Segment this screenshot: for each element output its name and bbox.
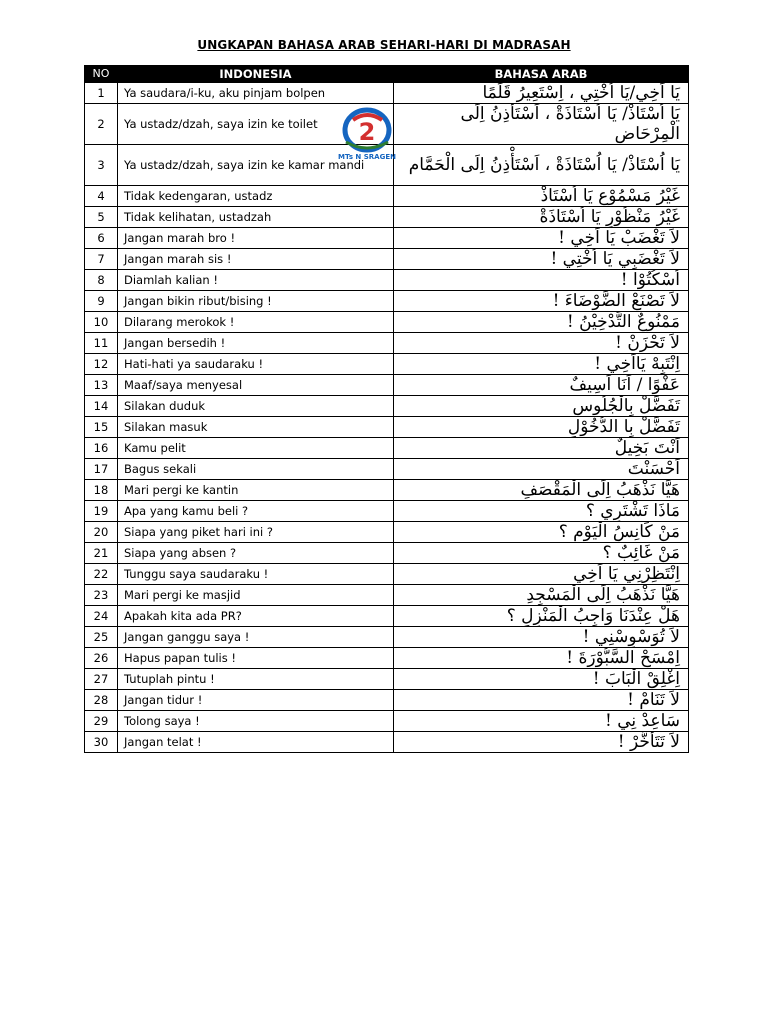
table-row bbox=[85, 627, 689, 648]
row-number: 18 bbox=[85, 480, 118, 501]
indonesian-phrase: Tunggu saya saudaraku ! bbox=[118, 564, 394, 585]
table-row bbox=[85, 501, 689, 522]
row-number: 14 bbox=[85, 396, 118, 417]
table-row bbox=[85, 522, 689, 543]
row-number: 21 bbox=[85, 543, 118, 564]
row-number: 3 bbox=[85, 145, 118, 186]
row-number: 10 bbox=[85, 312, 118, 333]
indonesian-phrase: Tidak kelihatan, ustadzah bbox=[118, 207, 394, 228]
column-header-arab: BAHASA ARAB bbox=[394, 66, 689, 83]
indonesian-phrase: Jangan tidur ! bbox=[118, 690, 394, 711]
row-number: 15 bbox=[85, 417, 118, 438]
indonesian-phrase: Jangan ganggu saya ! bbox=[118, 627, 394, 648]
table-row bbox=[85, 648, 689, 669]
row-number: 6 bbox=[85, 228, 118, 249]
row-number: 11 bbox=[85, 333, 118, 354]
page-title: UNGKAPAN BAHASA ARAB SEHARI-HARI DI MADRASAH bbox=[197, 38, 571, 52]
indonesian-phrase: Jangan bikin ribut/bising ! bbox=[118, 291, 394, 312]
arabic-phrase: لاَ تَتَأَخَّرْ ! bbox=[394, 732, 689, 753]
arabic-phrase: لاَ تَنَامْ ! bbox=[394, 690, 689, 711]
indonesian-phrase: Bagus sekali bbox=[118, 459, 394, 480]
arabic-phrase: اِغْلِقْ الْبَابَ ! bbox=[394, 669, 689, 690]
table-row bbox=[85, 438, 689, 459]
table-row bbox=[85, 396, 689, 417]
indonesian-phrase: Jangan bersedih ! bbox=[118, 333, 394, 354]
row-number: 19 bbox=[85, 501, 118, 522]
arabic-phrase: لاَ تُوَسْوِسْنِي ! bbox=[394, 627, 689, 648]
table-row bbox=[85, 669, 689, 690]
table-row bbox=[85, 270, 689, 291]
arabic-phrase: هَيَّا نَذْهَبُ اِلَى الْمَقْصَفِ bbox=[394, 480, 689, 501]
indonesian-phrase: Tutuplah pintu ! bbox=[118, 669, 394, 690]
arabic-phrase: اِنْتَظِرْنِي يَا اَخِي bbox=[394, 564, 689, 585]
arabic-phrase: اَحْسَنْتَ bbox=[394, 459, 689, 480]
indonesian-phrase: Hapus papan tulis ! bbox=[118, 648, 394, 669]
row-number: 24 bbox=[85, 606, 118, 627]
indonesian-phrase: Silakan duduk bbox=[118, 396, 394, 417]
table-row bbox=[85, 459, 689, 480]
indonesian-phrase: Jangan marah bro ! bbox=[118, 228, 394, 249]
row-number: 22 bbox=[85, 564, 118, 585]
arabic-phrase: اِمْسَحْ السَّبُّوْرَةَ ! bbox=[394, 648, 689, 669]
table-row bbox=[85, 606, 689, 627]
arabic-phrase: هَلْ عِنْدَنَا وَاجِبُ الْمَنْزِلِ ؟ bbox=[394, 606, 689, 627]
indonesian-phrase: Tidak kedengaran, ustadz bbox=[118, 186, 394, 207]
arabic-phrase: هَيَّا نَذْهَبُ اِلَى الْمَسْجِدِ bbox=[394, 585, 689, 606]
row-number: 5 bbox=[85, 207, 118, 228]
arabic-phrase: يَا اُسْتَاذْ/ يَا اُسْتَاذَةْ ، اَسْتَأْذِنُ اِلَى الْمِرْحَاضِ bbox=[394, 104, 689, 145]
table-row bbox=[85, 564, 689, 585]
indonesian-phrase: Jangan telat ! bbox=[118, 732, 394, 753]
row-number: 29 bbox=[85, 711, 118, 732]
arabic-phrase: عَفْوًا / اَنَا اَسِيفٌ bbox=[394, 375, 689, 396]
row-number: 20 bbox=[85, 522, 118, 543]
arabic-phrase: لاَ تَغْضَبْ يَا اَخِي ! bbox=[394, 228, 689, 249]
row-number: 2 bbox=[85, 104, 118, 145]
table-row bbox=[85, 543, 689, 564]
column-header-indonesia: INDONESIA bbox=[118, 66, 394, 83]
arabic-phrase: لاَ تَغْضَبِي يَا اُخْتِي ! bbox=[394, 249, 689, 270]
table-row bbox=[85, 480, 689, 501]
table-row bbox=[85, 249, 689, 270]
row-number: 13 bbox=[85, 375, 118, 396]
arabic-phrase: غَيْرُ مَسْمُوْعٍ يَا اُسْتَاذْ bbox=[394, 186, 689, 207]
indonesian-phrase: Silakan masuk bbox=[118, 417, 394, 438]
table-row bbox=[85, 291, 689, 312]
row-number: 12 bbox=[85, 354, 118, 375]
table-row bbox=[85, 417, 689, 438]
column-header-no: NO bbox=[85, 66, 118, 83]
indonesian-phrase: Jangan marah sis ! bbox=[118, 249, 394, 270]
table-header-row bbox=[85, 66, 689, 83]
indonesian-phrase: Diamlah kalian ! bbox=[118, 270, 394, 291]
indonesian-phrase: Ya saudara/i-ku, aku pinjam bolpen bbox=[118, 83, 394, 104]
arabic-phrase: تَفَضَّلْ بِا الدُّخُوْلِ bbox=[394, 417, 689, 438]
logo-numeral: 2 bbox=[358, 118, 376, 146]
row-number: 4 bbox=[85, 186, 118, 207]
table-row bbox=[85, 375, 689, 396]
row-number: 28 bbox=[85, 690, 118, 711]
arabic-phrase: اِنْتَبِهْ يَااَخِي ! bbox=[394, 354, 689, 375]
arabic-phrase: غَيْرُ مَنْظُوْرٍ يَا اُسْتَاذَةْ bbox=[394, 207, 689, 228]
arabic-phrase: يَا اَخِي/يَا اُخْتِي ، اِسْتَعِيرُ قَلَمًا bbox=[394, 83, 689, 104]
madrasah-logo bbox=[338, 106, 396, 162]
arabic-phrase: لاَ تَحْزَنْ ! bbox=[394, 333, 689, 354]
table-row bbox=[85, 354, 689, 375]
arabic-phrase: مَاذَا تَشْتَرِي ؟ bbox=[394, 501, 689, 522]
row-number: 30 bbox=[85, 732, 118, 753]
table-row bbox=[85, 732, 689, 753]
row-number: 23 bbox=[85, 585, 118, 606]
indonesian-phrase: Apa yang kamu beli ? bbox=[118, 501, 394, 522]
indonesian-phrase: Ya ustadz/dzah, saya izin ke toilet bbox=[118, 104, 394, 145]
arabic-phrase: تَفَضَّلْ بِالْجُلُوسِ bbox=[394, 396, 689, 417]
row-number: 17 bbox=[85, 459, 118, 480]
table-row bbox=[85, 711, 689, 732]
indonesian-phrase: Siapa yang absen ? bbox=[118, 543, 394, 564]
row-number: 27 bbox=[85, 669, 118, 690]
arabic-phrase: لاَ تَصْنَعْ الضَّوْضَاءَ ! bbox=[394, 291, 689, 312]
arabic-phrase: مَنْ غَائِبٌ ؟ bbox=[394, 543, 689, 564]
table-row bbox=[85, 207, 689, 228]
table-row bbox=[85, 333, 689, 354]
table-row bbox=[85, 312, 689, 333]
indonesian-phrase: Ya ustadz/dzah, saya izin ke kamar mandi bbox=[118, 145, 394, 186]
indonesian-phrase: Siapa yang piket hari ini ? bbox=[118, 522, 394, 543]
table-row bbox=[85, 585, 689, 606]
indonesian-phrase: Dilarang merokok ! bbox=[118, 312, 394, 333]
row-number: 1 bbox=[85, 83, 118, 104]
indonesian-phrase: Maaf/saya menyesal bbox=[118, 375, 394, 396]
arabic-phrase: اَنْتَ بَخِيلٌ bbox=[394, 438, 689, 459]
indonesian-phrase: Mari pergi ke masjid bbox=[118, 585, 394, 606]
row-number: 9 bbox=[85, 291, 118, 312]
table-row bbox=[85, 228, 689, 249]
row-number: 7 bbox=[85, 249, 118, 270]
arabic-phrase: يَا اُسْتَاذْ/ يَا اُسْتَاذَةْ ، اَسْتَأْذِنُ اِلَى الْحَمَّام bbox=[394, 145, 689, 186]
logo-text: MTs N SRAGEN bbox=[338, 153, 396, 161]
row-number: 26 bbox=[85, 648, 118, 669]
arabic-phrase: مَنْ كَانِسُ الْيَوْمِ ؟ bbox=[394, 522, 689, 543]
indonesian-phrase: Kamu pelit bbox=[118, 438, 394, 459]
indonesian-phrase: Apakah kita ada PR? bbox=[118, 606, 394, 627]
indonesian-phrase: Mari pergi ke kantin bbox=[118, 480, 394, 501]
table-row bbox=[85, 186, 689, 207]
indonesian-phrase: Tolong saya ! bbox=[118, 711, 394, 732]
arabic-phrase: اُسْكُتُوْا ! bbox=[394, 270, 689, 291]
arabic-phrase: مَمْنُوعٌ التَّدْخِيْنُ ! bbox=[394, 312, 689, 333]
phrase-table bbox=[84, 65, 689, 753]
table-row bbox=[85, 83, 689, 104]
indonesian-phrase: Hati-hati ya saudaraku ! bbox=[118, 354, 394, 375]
arabic-phrase: سَاعِدْ نِي ! bbox=[394, 711, 689, 732]
row-number: 25 bbox=[85, 627, 118, 648]
row-number: 8 bbox=[85, 270, 118, 291]
row-number: 16 bbox=[85, 438, 118, 459]
table-row bbox=[85, 690, 689, 711]
